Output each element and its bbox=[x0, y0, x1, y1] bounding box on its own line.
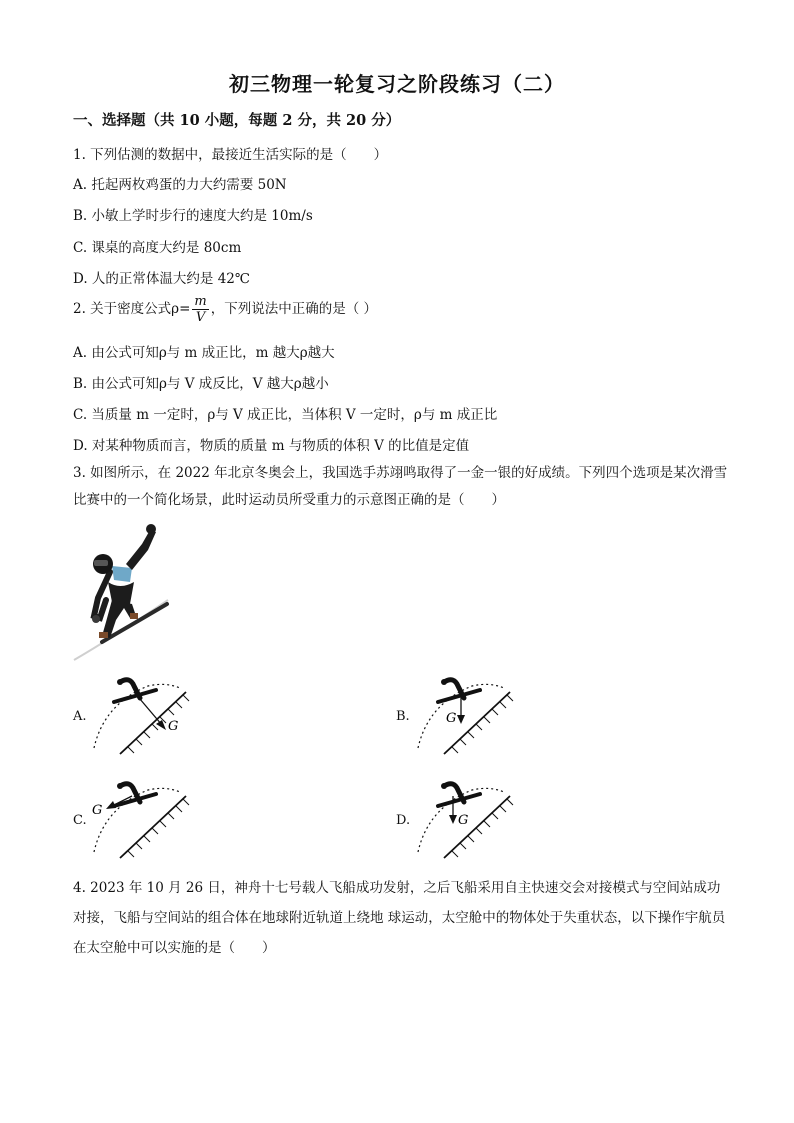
q2-stem-prefix: 2. 关于密度公式ρ= bbox=[73, 301, 191, 317]
diagram-d bbox=[410, 776, 520, 864]
q4-stem: 4. 2023 年 10 月 26 日，神舟十七号载人飞船成功发射，之后飞船采用自主快速交会对接模式与空间站成功对接，飞船与空间站的组合体在地球附近轨道上绕地 球运动，太空舱中的物体处于失重状态，以下操作宇航员在太空舱中可以实施的是（ ） bbox=[73, 880, 726, 956]
q2-stem bbox=[73, 294, 377, 325]
diagram-d-g-label: G bbox=[458, 813, 469, 828]
fraction-numerator: m bbox=[194, 294, 207, 309]
q2-option-b: B. 由公式可知ρ与 V 成反比，V 越大ρ越小 bbox=[73, 376, 329, 392]
diagram-a-g-label: G bbox=[168, 719, 179, 734]
q1-stem: 1. 下列估测的数据中，最接近生活实际的是（ ） bbox=[73, 147, 388, 163]
fraction-denominator: V bbox=[195, 310, 206, 325]
q2-option-c: C. 当质量 m 一定时，ρ与 V 成正比，当体积 V 一定时，ρ与 m 成正比 bbox=[73, 407, 498, 423]
q1-option-d: D. 人的正常体温大约是 42℃ bbox=[73, 271, 250, 287]
q1-option-b: B. 小敏上学时步行的速度大约是 10m/s bbox=[73, 208, 313, 224]
q2-stem-suffix: ，下列说法中正确的是（ ） bbox=[210, 301, 378, 317]
q1-option-c: C. 课桌的高度大约是 80cm bbox=[73, 240, 242, 256]
q2-option-a: A. 由公式可知ρ与 m 成正比，m 越大ρ越大 bbox=[73, 345, 335, 361]
diagram-c-g-label: G bbox=[92, 803, 103, 818]
diagram-b bbox=[410, 672, 520, 760]
q3-stem: 3. 如图所示，在 2022 年北京冬奥会上，我国选手苏翊鸣取得了一金一银的好成绩。下列四个选项是某次滑雪比赛中的一个简化场景，此时运动员所受重力的示意图正确的是（ ） bbox=[73, 465, 728, 508]
diagram-b-g-label: G bbox=[446, 711, 457, 726]
diagram-c bbox=[86, 776, 196, 864]
density-fraction bbox=[192, 294, 208, 325]
q2-option-d: D. 对某种物质而言，物质的质量 m 与物质的体积 V 的比值是定值 bbox=[73, 438, 470, 454]
q1-option-a: A. 托起两枚鸡蛋的力大约需要 50N bbox=[73, 177, 287, 193]
q3-option-d-label: D. bbox=[396, 813, 411, 828]
section-heading: 一、选择题（共 10 小题，每题 2 分，共 20 分） bbox=[73, 112, 401, 129]
snowboarder-photo bbox=[72, 520, 177, 665]
q3-option-a-label: A. bbox=[73, 709, 87, 724]
diagram-a bbox=[86, 672, 196, 760]
page-title: 初三物理一轮复习之阶段练习（二） bbox=[229, 72, 565, 96]
q3-option-c-label: C. bbox=[73, 813, 87, 828]
q3-option-b-label: B. bbox=[396, 709, 410, 724]
